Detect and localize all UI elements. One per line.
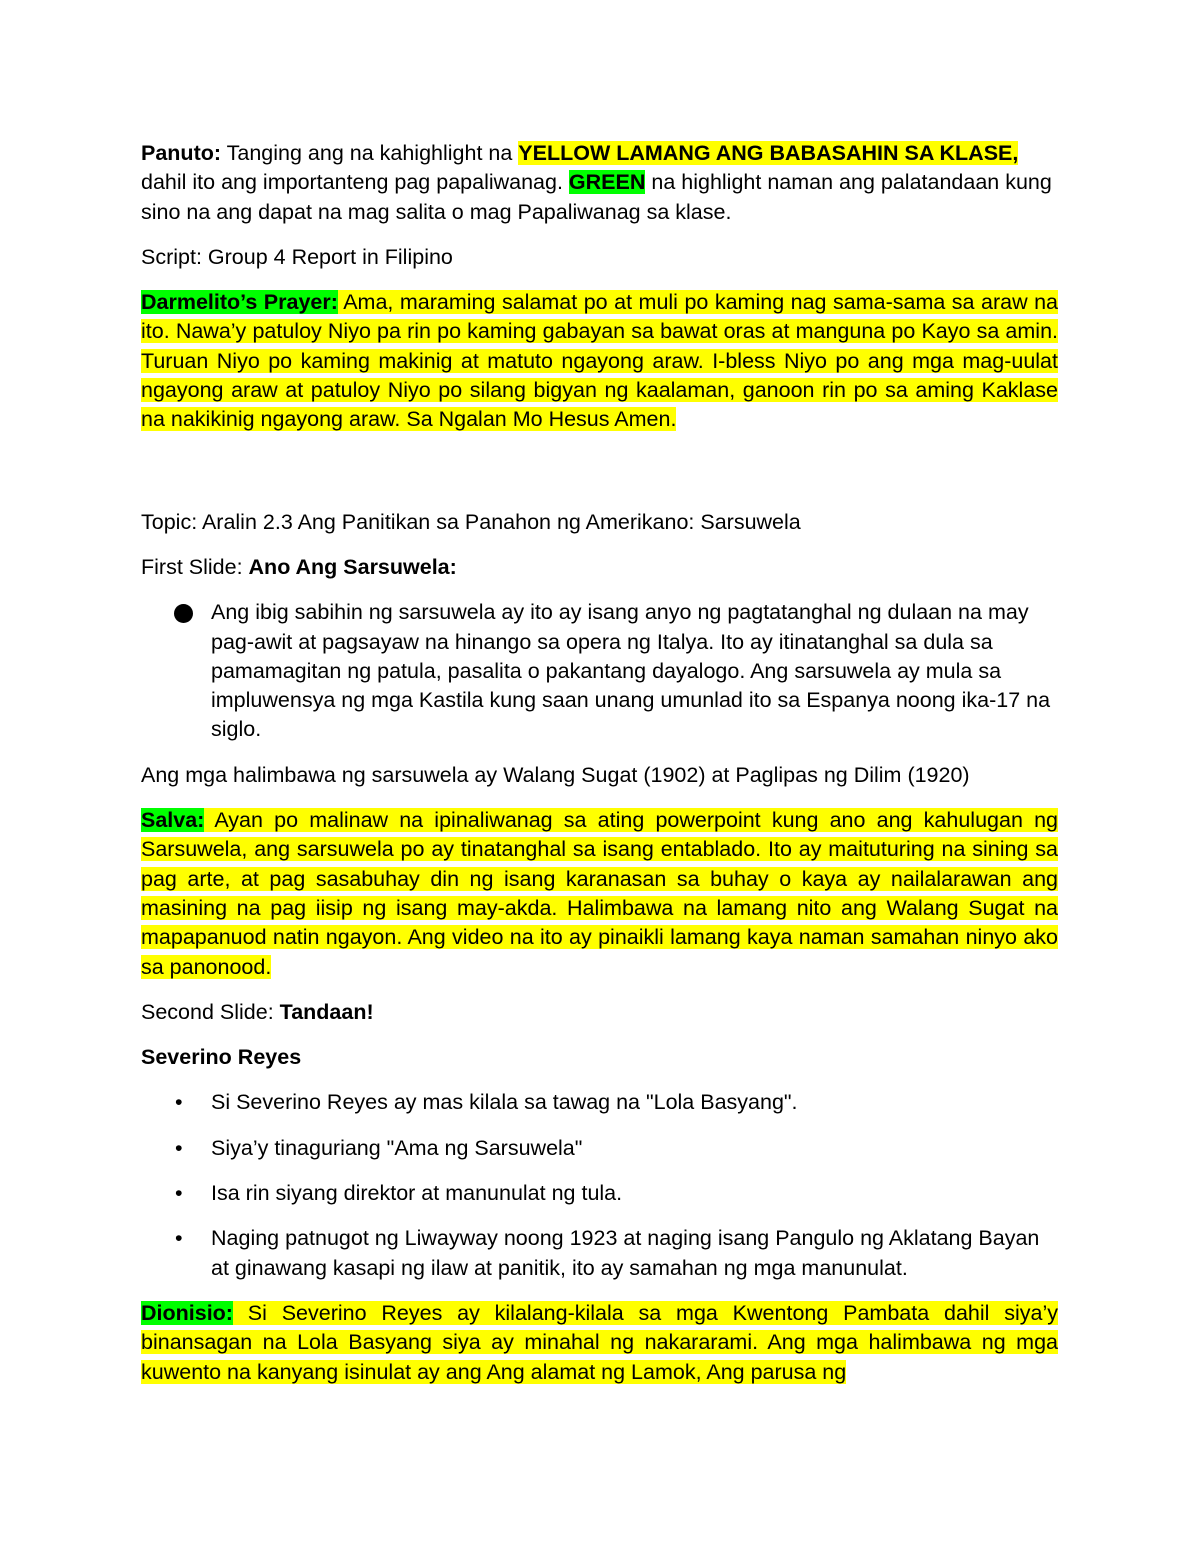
script-line: Script: Group 4 Report in Filipino xyxy=(141,244,453,269)
slide-heading xyxy=(141,553,1058,582)
bullet-text: Ang ibig sabihin ng sarsuwela ay ito ay isang anyo ng pagtatanghal ng dulaan na may pag-awit at pagsayaw na hinango sa opera ng Italya. Ito ay itinatanghal sa dula sa pamamagitan ng patula, pasalita o pakantang dayalogo. Ang sarsuwela ay mula sa impluwensya ng mga Kastila kung saan unang umunlad ito sa Espanya noong ika-17 na siglo. xyxy=(211,600,1051,742)
bullet-marker-icon: • xyxy=(175,1090,183,1115)
list-item-text: Si Severino Reyes ay mas kilala sa tawag na "Lola Basyang". xyxy=(211,1090,798,1115)
list-item-text: Isa rin siyang direktor at manunulat ng tula. xyxy=(211,1181,623,1206)
slide-prefix: Second Slide: xyxy=(141,999,280,1024)
green-highlight-term: GREEN xyxy=(568,170,646,195)
section-subtitle: Severino Reyes xyxy=(141,1045,302,1070)
speaker-text: Ayan po malinaw na ipinaliwanag sa ating powerpoint kung ano ang kahulugan ng Sarsuwela, ang sarsuwela po ay tinatanghal sa isang entablado. Ito ay maituturing na sining sa pag arte, at pag sasabuhay din ng isang karanasan sa buhay o kaya ay nailalarawan ang masining na pag iisip ng isang may-akda. Halimbawa na lamang nito ang Walang Sugat na mapapanuod natin ngayon. Ang video na ito ay pinaikli lamang kaya naman samahan ninyo ako sa panonood. xyxy=(141,808,1058,979)
list-item xyxy=(141,1134,1058,1163)
slide-prefix: First Slide: xyxy=(141,554,249,579)
bullet-dot-icon xyxy=(141,598,211,631)
speaker-text: Ama, maraming salamat po at muli po kaming nag sama-sama sa araw na ito. Nawa’y patuloy Niyo pa rin po kaming gabayan sa bawat oras at manguna po Kayo sa amin. Turuan Niyo po kaming makinig at matuto ngayong araw. I-bless Niyo po ang mga mag-uulat ngayong araw at patuloy Niyo po silang bigyan ng kaalaman, ganoon rin po sa aming Kaklase na nakikinig ngayong araw. Sa Ngalan Mo Hesus Amen. xyxy=(141,290,1059,432)
yellow-highlight-term: YELLOW LAMANG ANG BABASAHIN SA KLASE, xyxy=(518,141,1019,165)
instructions-text: Tanging ang na kahighlight na xyxy=(221,141,519,165)
bullet-item xyxy=(141,598,1058,744)
list-item xyxy=(141,1224,1058,1283)
instructions-paragraph xyxy=(141,139,1058,227)
instructions-label: Panuto: xyxy=(141,141,222,165)
prayer-paragraph xyxy=(141,288,1058,434)
bullet-marker-icon: • xyxy=(175,1181,183,1206)
bullet-marker-icon: • xyxy=(175,1226,183,1251)
examples-line: Ang mga halimbawa ng sarsuwela ay Walang Sugat (1902) at Paglipas ng Dilim (1920) xyxy=(141,762,970,787)
list-item-text: Naging patnugot ng Liwayway noong 1923 at naging isang Pangulo ng Aklatang Bayan at ginawang kasapi ng ilaw at panitik, ito ay samahan ng mga manunulat. xyxy=(211,1226,1040,1280)
list-item xyxy=(141,1088,1058,1117)
instructions-text: dahil ito ang importanteng pag papaliwanag. xyxy=(141,170,569,195)
topic-line: Topic: Aralin 2.3 Ang Panitikan sa Panahon ng Amerikano: Sarsuwela xyxy=(141,509,801,534)
list-item xyxy=(141,1179,1058,1208)
slide-title: Tandaan! xyxy=(279,999,374,1024)
speaker-label: Salva: xyxy=(141,808,205,833)
speaker-label: Dionisio: xyxy=(141,1300,233,1325)
speaker-text: Si Severino Reyes ay kilalang-kilala sa mga Kwentong Pambata dahil siya’y binansagan na Lola Basyang siya ay minahal ng nakararami. Ang mga halimbawa ng mga kuwento na kanyang isinulat ay ang Ang alamat ng Lamok, Ang parusa ng xyxy=(141,1300,1058,1384)
speaker-label: Darmelito’s Prayer: xyxy=(141,290,338,315)
document-page xyxy=(141,139,1058,1387)
slide-title: Ano Ang Sarsuwela: xyxy=(248,554,457,579)
list-item-text: Siya’y tinaguriang "Ama ng Sarsuwela" xyxy=(211,1135,583,1160)
dionisio-paragraph xyxy=(141,1299,1058,1387)
slide-heading xyxy=(141,998,1058,1027)
bullet-marker-icon: • xyxy=(175,1135,183,1160)
instructions-text: na highlight naman ang palatandaan kung sino na ang dapat na mag salita o mag Papaliwanag sa klase. xyxy=(141,170,1052,224)
salva-paragraph xyxy=(141,806,1058,982)
